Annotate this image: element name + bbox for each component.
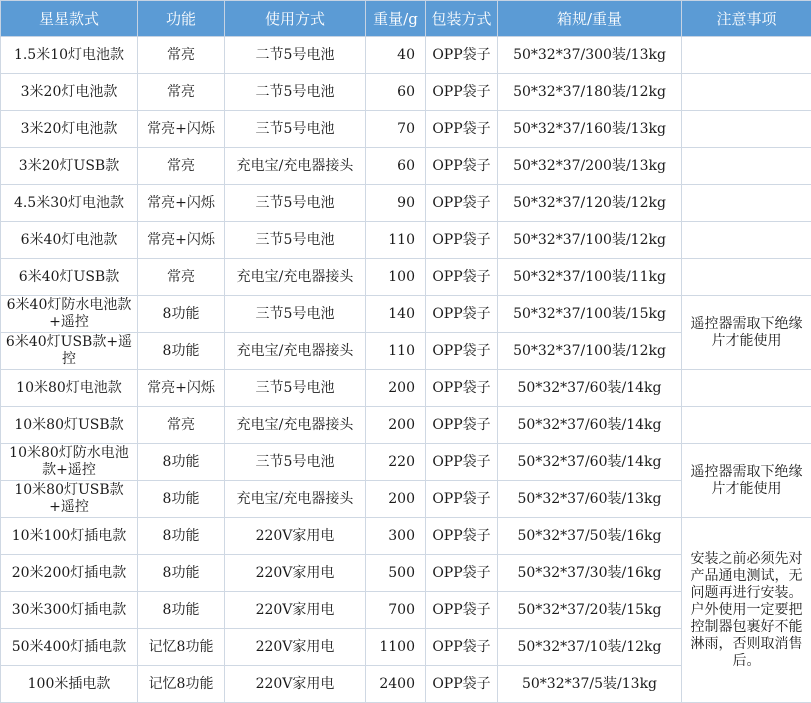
table-row — [1, 111, 811, 148]
cell-carton: 50*32*37/20装/15kg — [498, 592, 682, 629]
cell-weight: 100 — [366, 259, 426, 296]
cell-packaging: OPP袋子 — [426, 148, 498, 185]
cell-carton: 50*32*37/100装/12kg — [498, 333, 682, 370]
cell-usage: 充电宝/充电器接头 — [225, 148, 366, 185]
cell-style: 3米20灯电池款 — [1, 111, 138, 148]
cell-note-empty — [682, 74, 811, 111]
cell-weight: 1100 — [366, 629, 426, 666]
cell-weight: 70 — [366, 111, 426, 148]
cell-carton: 50*32*37/100装/11kg — [498, 259, 682, 296]
cell-usage: 220V家用电 — [225, 518, 366, 555]
cell-usage: 220V家用电 — [225, 555, 366, 592]
cell-note-plug: 安装之前必须先对产品通电测试，无问题再进行安装。户外使用一定要把控制器包裹好不能淋雨，否则取消售后。 — [682, 518, 811, 703]
cell-function: 8功能 — [138, 444, 225, 481]
cell-packaging: OPP袋子 — [426, 333, 498, 370]
cell-style: 10米80灯防水电池款+遥控 — [1, 444, 138, 481]
cell-weight: 110 — [366, 333, 426, 370]
cell-note-remote: 遥控器需取下绝缘片才能使用 — [682, 444, 811, 518]
cell-style: 30米300灯插电款 — [1, 592, 138, 629]
cell-function: 8功能 — [138, 592, 225, 629]
cell-carton: 50*32*37/50装/16kg — [498, 518, 682, 555]
cell-usage: 充电宝/充电器接头 — [225, 333, 366, 370]
cell-style: 20米200灯插电款 — [1, 555, 138, 592]
cell-style: 3米20灯USB款 — [1, 148, 138, 185]
cell-packaging: OPP袋子 — [426, 481, 498, 518]
cell-style: 6米40灯USB款 — [1, 259, 138, 296]
cell-style: 10米100灯插电款 — [1, 518, 138, 555]
cell-function: 8功能 — [138, 333, 225, 370]
cell-function: 记忆8功能 — [138, 629, 225, 666]
cell-carton: 50*32*37/60装/14kg — [498, 407, 682, 444]
cell-carton: 50*32*37/60装/14kg — [498, 444, 682, 481]
cell-note-empty — [682, 370, 811, 407]
cell-function: 8功能 — [138, 296, 225, 333]
cell-style: 50米400灯插电款 — [1, 629, 138, 666]
cell-carton: 50*32*37/200装/13kg — [498, 148, 682, 185]
cell-function: 常亮 — [138, 259, 225, 296]
header-weight: 重量/g — [366, 1, 426, 37]
cell-weight: 220 — [366, 444, 426, 481]
cell-weight: 2400 — [366, 666, 426, 703]
cell-style: 10米80灯USB款+遥控 — [1, 481, 138, 518]
cell-packaging: OPP袋子 — [426, 296, 498, 333]
cell-function: 常亮 — [138, 148, 225, 185]
header-function: 功能 — [138, 1, 225, 37]
cell-weight: 60 — [366, 148, 426, 185]
table-row — [1, 296, 811, 333]
cell-weight: 200 — [366, 407, 426, 444]
cell-usage: 220V家用电 — [225, 592, 366, 629]
cell-usage: 三节5号电池 — [225, 296, 366, 333]
cell-usage: 220V家用电 — [225, 666, 366, 703]
cell-style: 10米80灯USB款 — [1, 407, 138, 444]
cell-usage: 220V家用电 — [225, 629, 366, 666]
cell-carton: 50*32*37/60装/14kg — [498, 370, 682, 407]
cell-function: 8功能 — [138, 518, 225, 555]
cell-function: 8功能 — [138, 481, 225, 518]
cell-packaging: OPP袋子 — [426, 37, 498, 74]
header-notes: 注意事项 — [682, 1, 811, 37]
header-usage: 使用方式 — [225, 1, 366, 37]
cell-weight: 140 — [366, 296, 426, 333]
cell-carton: 50*32*37/100装/12kg — [498, 222, 682, 259]
header-carton: 箱规/重量 — [498, 1, 682, 37]
cell-packaging: OPP袋子 — [426, 111, 498, 148]
cell-weight: 110 — [366, 222, 426, 259]
cell-packaging: OPP袋子 — [426, 407, 498, 444]
cell-weight: 300 — [366, 518, 426, 555]
table-row — [1, 259, 811, 296]
cell-usage: 三节5号电池 — [225, 444, 366, 481]
cell-usage: 充电宝/充电器接头 — [225, 407, 366, 444]
cell-style: 4.5米30灯电池款 — [1, 185, 138, 222]
cell-style: 6米40灯防水电池款+遥控 — [1, 296, 138, 333]
cell-carton: 50*32*37/5装/13kg — [498, 666, 682, 703]
table-row — [1, 74, 811, 111]
header-style: 星星款式 — [1, 1, 138, 37]
cell-note-empty — [682, 407, 811, 444]
cell-packaging: OPP袋子 — [426, 185, 498, 222]
table-row — [1, 518, 811, 555]
cell-packaging: OPP袋子 — [426, 222, 498, 259]
cell-packaging: OPP袋子 — [426, 259, 498, 296]
cell-function: 常亮+闪烁 — [138, 111, 225, 148]
cell-carton: 50*32*37/120装/12kg — [498, 185, 682, 222]
cell-usage: 充电宝/充电器接头 — [225, 481, 366, 518]
cell-packaging: OPP袋子 — [426, 370, 498, 407]
cell-weight: 40 — [366, 37, 426, 74]
cell-function: 常亮+闪烁 — [138, 370, 225, 407]
cell-note-empty — [682, 111, 811, 148]
cell-function: 8功能 — [138, 555, 225, 592]
cell-function: 常亮 — [138, 74, 225, 111]
cell-packaging: OPP袋子 — [426, 592, 498, 629]
cell-carton: 50*32*37/160装/13kg — [498, 111, 682, 148]
cell-style: 1.5米10灯电池款 — [1, 37, 138, 74]
cell-style: 3米20灯电池款 — [1, 74, 138, 111]
cell-packaging: OPP袋子 — [426, 444, 498, 481]
table-row — [1, 148, 811, 185]
cell-weight: 90 — [366, 185, 426, 222]
cell-usage: 二节5号电池 — [225, 74, 366, 111]
cell-packaging: OPP袋子 — [426, 629, 498, 666]
cell-usage: 充电宝/充电器接头 — [225, 259, 366, 296]
cell-weight: 200 — [366, 370, 426, 407]
cell-function: 常亮 — [138, 37, 225, 74]
cell-packaging: OPP袋子 — [426, 666, 498, 703]
cell-function: 常亮 — [138, 407, 225, 444]
cell-packaging: OPP袋子 — [426, 74, 498, 111]
header-row — [1, 1, 811, 37]
cell-carton: 50*32*37/10装/12kg — [498, 629, 682, 666]
cell-function: 常亮+闪烁 — [138, 185, 225, 222]
cell-note-empty — [682, 222, 811, 259]
cell-weight: 700 — [366, 592, 426, 629]
table-row — [1, 444, 811, 481]
table-row — [1, 37, 811, 74]
cell-usage: 三节5号电池 — [225, 222, 366, 259]
cell-carton: 50*32*37/30装/16kg — [498, 555, 682, 592]
cell-note-empty — [682, 185, 811, 222]
cell-carton: 50*32*37/100装/15kg — [498, 296, 682, 333]
cell-packaging: OPP袋子 — [426, 518, 498, 555]
cell-note-empty — [682, 37, 811, 74]
cell-function: 记忆8功能 — [138, 666, 225, 703]
table-row — [1, 407, 811, 444]
cell-weight: 500 — [366, 555, 426, 592]
table-row — [1, 185, 811, 222]
cell-usage: 三节5号电池 — [225, 111, 366, 148]
cell-carton: 50*32*37/180装/12kg — [498, 74, 682, 111]
cell-carton: 50*32*37/60装/13kg — [498, 481, 682, 518]
cell-note-empty — [682, 259, 811, 296]
table-row — [1, 370, 811, 407]
cell-packaging: OPP袋子 — [426, 555, 498, 592]
cell-carton: 50*32*37/300装/13kg — [498, 37, 682, 74]
cell-style: 6米40灯电池款 — [1, 222, 138, 259]
cell-function: 常亮+闪烁 — [138, 222, 225, 259]
header-packaging: 包装方式 — [426, 1, 498, 37]
cell-usage: 三节5号电池 — [225, 370, 366, 407]
cell-note-empty — [682, 148, 811, 185]
cell-weight: 200 — [366, 481, 426, 518]
cell-usage: 三节5号电池 — [225, 185, 366, 222]
cell-weight: 60 — [366, 74, 426, 111]
cell-note-remote: 遥控器需取下绝缘片才能使用 — [682, 296, 811, 370]
table-row — [1, 222, 811, 259]
cell-style: 10米80灯电池款 — [1, 370, 138, 407]
cell-style: 100米插电款 — [1, 666, 138, 703]
cell-usage: 二节5号电池 — [225, 37, 366, 74]
cell-style: 6米40灯USB款+遥控 — [1, 333, 138, 370]
